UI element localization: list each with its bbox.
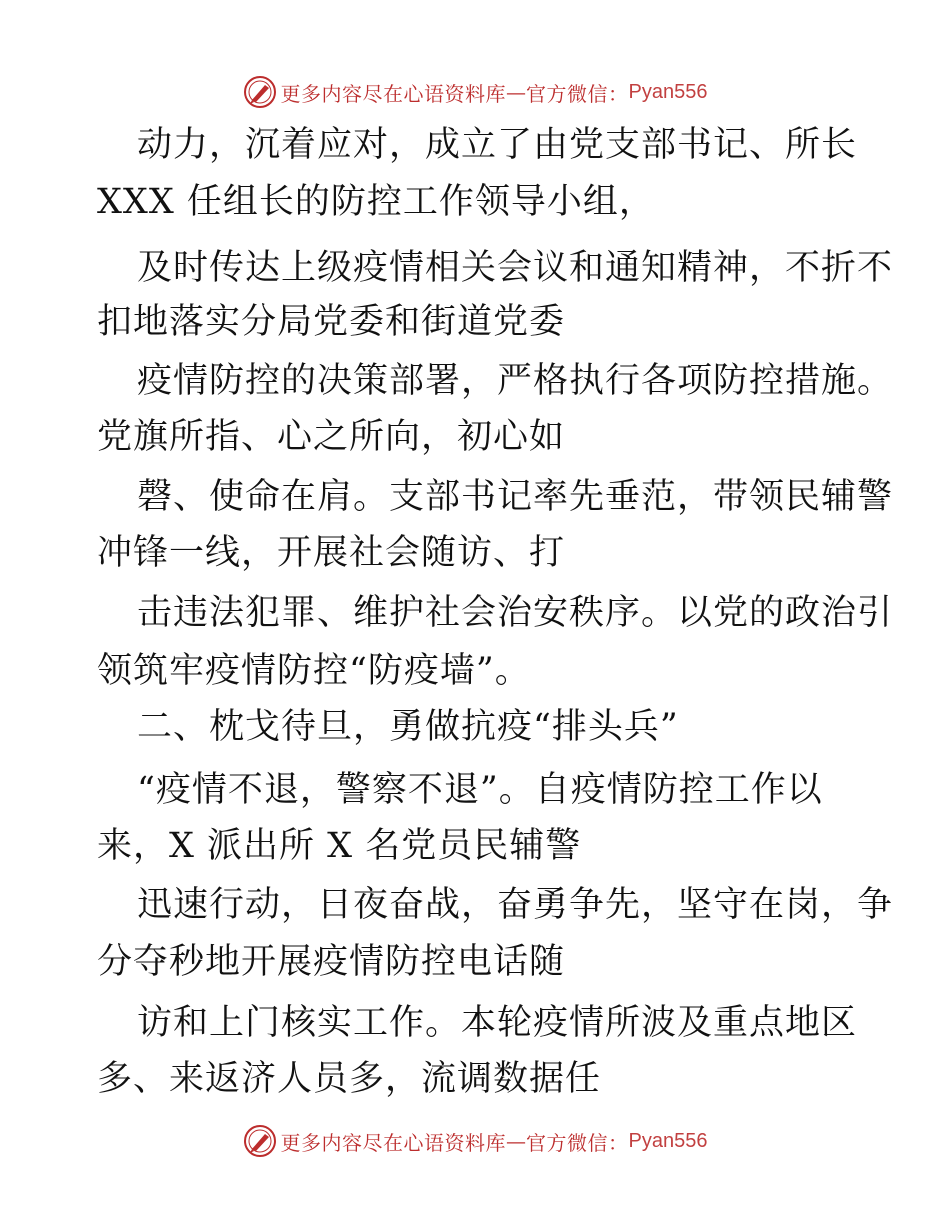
footer-watermark <box>0 1119 950 1163</box>
text-line: 冲锋一线，开展社会随访、打 <box>97 533 566 573</box>
text-line: 迅速行动，日夜奋战，奋勇争先，坚守在岗，争 <box>137 885 894 925</box>
text-line: 访和上门核实工作。本轮疫情所波及重点地区 <box>137 1003 858 1043</box>
pen-logo-icon <box>243 75 277 109</box>
text-line: “疫情不退，警察不退”。自疫情防控工作以 <box>137 770 823 810</box>
text-line: 疫情防控的决策部署，严格执行各项防控措施。 <box>137 361 894 401</box>
text-line: 磬、使命在肩。支部书记率先垂范，带领民辅警 <box>137 477 894 517</box>
text-line: 击违法犯罪、维护社会治安秩序。以党的政治引 <box>137 593 894 633</box>
section-heading: 二、枕戈待旦，勇做抗疫“排头兵” <box>137 707 679 747</box>
watermark-text: 更多内容尽在心语资料库 <box>280 81 507 106</box>
text-line: 领筑牢疫情防控“防疫墙”。 <box>97 651 531 691</box>
watermark-contact-label: 官方微信： <box>526 1130 629 1155</box>
watermark-text: 更多内容尽在心语资料库 <box>280 1130 507 1155</box>
text-line: 党旗所指、心之所向，初心如 <box>97 417 566 457</box>
watermark-contact-label: 官方微信： <box>526 81 629 106</box>
text-line: 扣地落实分局党委和街道党委 <box>97 302 566 342</box>
header-watermark <box>0 70 950 114</box>
watermark-contact-id: Pyan556 <box>628 80 708 103</box>
watermark-separator: — <box>506 1129 527 1153</box>
text-line: 及时传达上级疫情相关会议和通知精神，不折不 <box>137 248 894 288</box>
text-line: 来，X 派出所 X 名党员民辅警 <box>97 826 582 866</box>
text-line: 多、来返济人员多，流调数据任 <box>97 1059 602 1099</box>
pen-logo-icon <box>243 1124 277 1158</box>
watermark-contact-id: Pyan556 <box>628 1129 708 1152</box>
text-line: 分夺秒地开展疫情防控电话随 <box>97 942 566 982</box>
text-line: XXX 任组长的防控工作领导小组， <box>97 182 655 222</box>
watermark-separator: — <box>506 80 527 104</box>
text-line: 动力，沉着应对，成立了由党支部书记、所长 <box>137 125 858 165</box>
